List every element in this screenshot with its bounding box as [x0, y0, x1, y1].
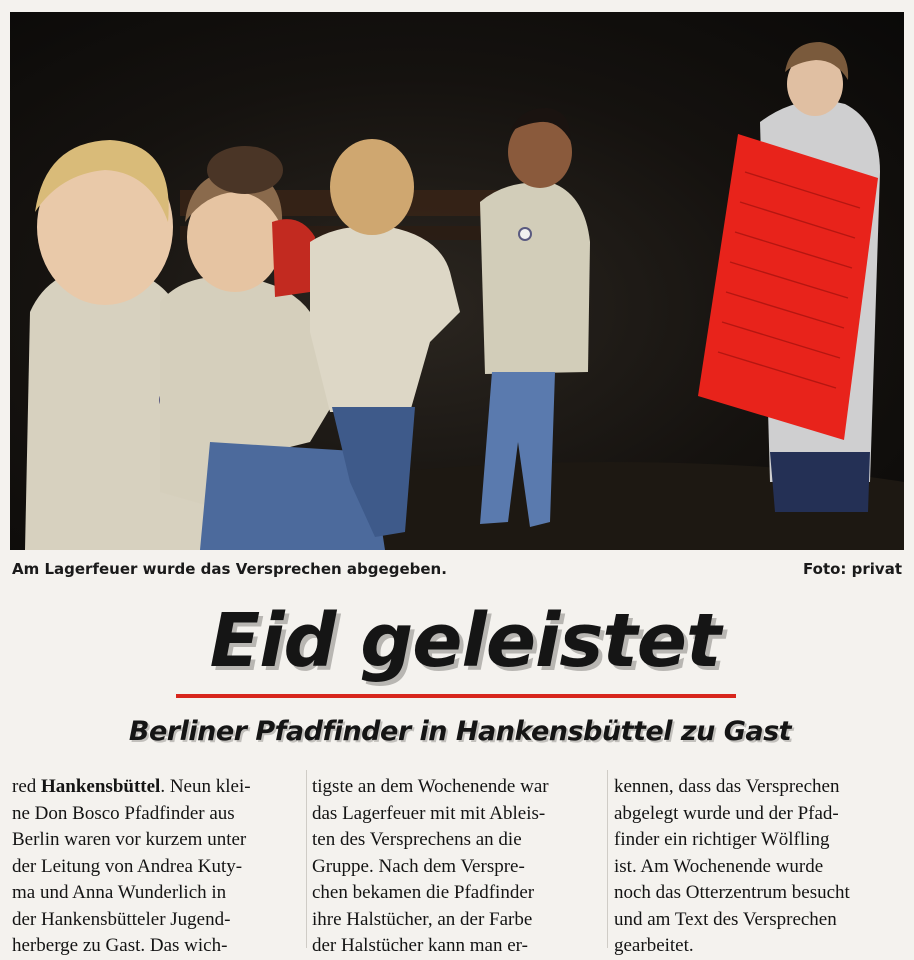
body-line: red Hankensbüttel. Neun klei-: [12, 776, 251, 797]
body-line: der Leitung von Andrea Kuty-: [12, 855, 243, 877]
body-line: tigste an dem Wochenende war: [312, 776, 549, 797]
body-line: ten des Versprechens an die: [312, 829, 522, 850]
article-column-3: [614, 774, 906, 960]
column-separator: [607, 770, 608, 948]
article-headline: Eid geleistet: [209, 598, 721, 684]
body-line: der Hankensbütteler Jugend-: [12, 908, 231, 930]
article-column-2: [312, 774, 602, 960]
placename-bold: Hankensbüttel: [41, 776, 161, 797]
headline-rule: [176, 694, 736, 698]
photo-caption: Am Lagerfeuer wurde das Versprechen abgegeben.: [12, 560, 447, 578]
body-line: gearbeitet.: [614, 935, 694, 956]
article-photo: [10, 12, 904, 550]
article-subheadline: Berliner Pfadfinder in Hankensbüttel zu Gast: [128, 716, 792, 747]
body-line: abgelegt wurde und der Pfad-: [614, 802, 839, 824]
body-line: ma und Anna Wunderlich in: [12, 882, 227, 903]
body-line: und am Text des Versprechen: [614, 908, 837, 930]
body-line: herberge zu Gast. Das wich-: [12, 935, 228, 956]
body-line: ist. Am Wochenende wurde: [614, 855, 824, 877]
body-line: ihre Halstücher, an der Farbe: [312, 908, 533, 930]
body-line: chen bekamen die Pfadfinder: [312, 882, 535, 903]
body-line: noch das Otterzentrum besucht: [614, 882, 850, 903]
photo-credit: Foto: privat: [803, 560, 902, 578]
body-line: das Lagerfeuer mit mit Ableis-: [312, 802, 546, 824]
body-line: Berlin waren vor kurzem unter: [12, 829, 247, 850]
body-line: der Halstücher kann man er-: [312, 935, 528, 956]
photo-caption-row: [12, 560, 902, 582]
body-line: ne Don Bosco Pfadfinder aus: [12, 802, 235, 824]
column-separator: [306, 770, 307, 948]
article-column-1: [12, 774, 302, 960]
campfire-scene-illustration: [10, 12, 904, 550]
body-line: finder ein richtiger Wölfling: [614, 829, 830, 850]
body-line: Gruppe. Nach dem Verspre-: [312, 855, 525, 877]
body-line: kennen, dass das Versprechen: [614, 776, 840, 797]
